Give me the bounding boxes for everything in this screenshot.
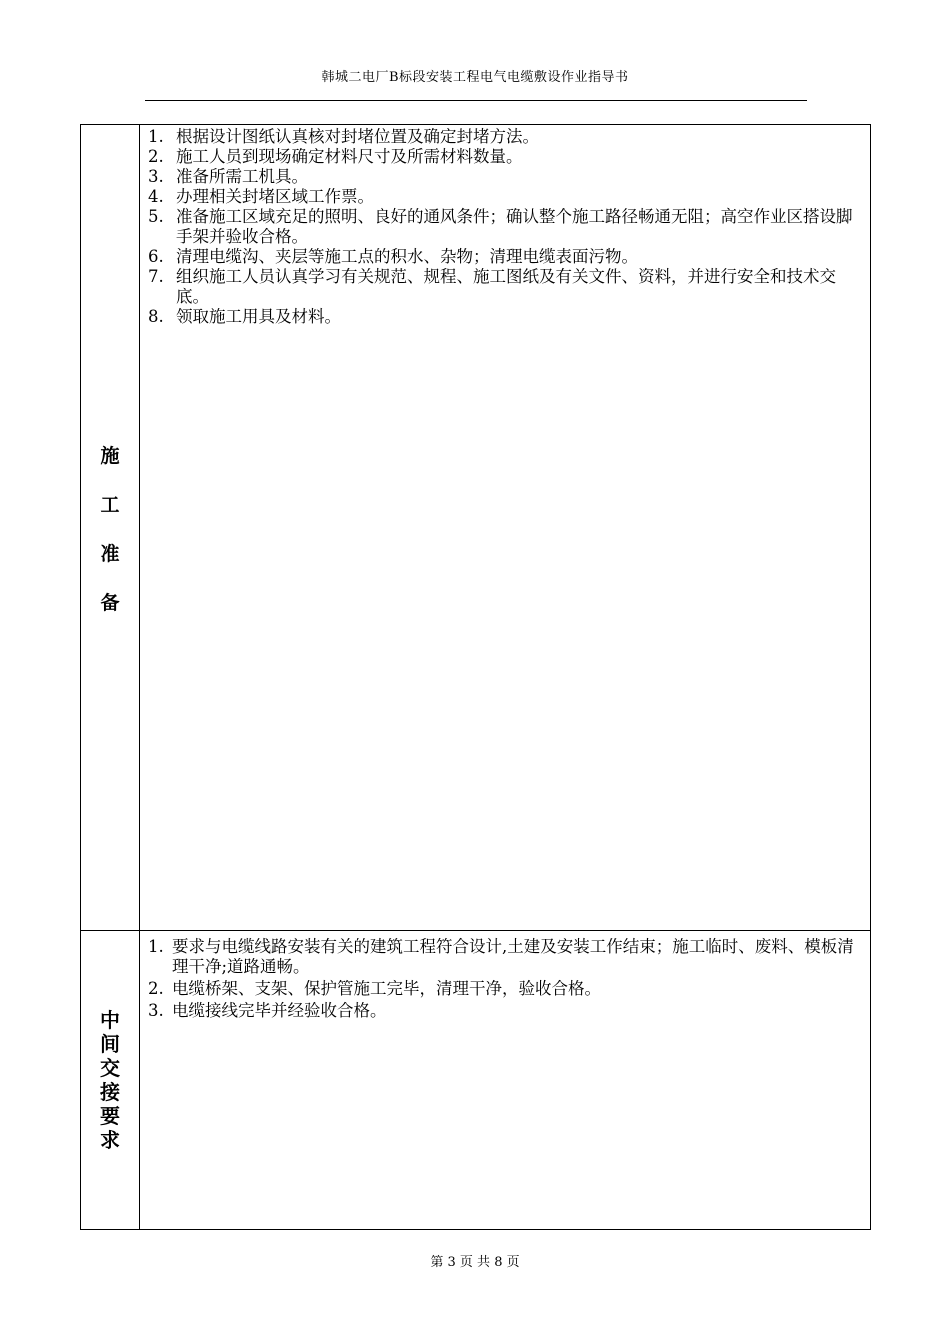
list-item: 6. 清理电缆沟、夹层等施工点的积水、杂物；清理电缆表面污物。	[148, 247, 638, 266]
header-divider	[145, 100, 807, 101]
label-char: 间	[100, 1032, 120, 1056]
section-label-handover-requirements	[81, 1008, 139, 1152]
label-char: 交	[100, 1056, 120, 1080]
list-item: 2. 施工人员到现场确定材料尺寸及所需材料数量。	[148, 147, 523, 166]
construction-prep-list	[140, 127, 870, 327]
list-item: 5. 准备施工区域充足的照明、良好的通风条件；确认整个施工路径畅通无阻；高空作业区搭设脚手架并验收合格。	[148, 207, 853, 246]
section-label-cell	[81, 931, 140, 1230]
label-char: 要	[100, 1104, 120, 1128]
list-item: 7. 组织施工人员认真学习有关规范、规程、施工图纸及有关文件、资料，并进行安全和技术交底。	[148, 267, 836, 306]
table-row-construction-prep	[81, 125, 871, 931]
section-label-construction-prep	[81, 441, 139, 615]
list-item: 8. 领取施工用具及材料。	[148, 307, 341, 326]
list-item: 3. 电缆接线完毕并经验收合格。	[148, 1001, 387, 1020]
section-content-cell	[140, 125, 871, 931]
section-content-cell	[140, 931, 871, 1230]
label-char: 求	[100, 1128, 120, 1152]
label-char: 工	[100, 493, 120, 516]
label-char: 备	[100, 591, 120, 614]
label-char: 施	[100, 444, 120, 467]
list-item: 4. 办理相关封堵区域工作票。	[148, 187, 374, 206]
instruction-table	[80, 124, 871, 1230]
section-label-cell	[81, 125, 140, 931]
page-header-title: 韩城二电厂B标段安装工程电气电缆敷设作业指导书	[321, 70, 629, 85]
list-item: 2. 电缆桥架、支架、保护管施工完毕，清理干净，验收合格。	[148, 979, 601, 998]
list-item: 3. 准备所需工机具。	[148, 167, 308, 186]
list-item: 1. 要求与电缆线路安装有关的建筑工程符合设计,土建及安装工作结束；施工临时、废料、模板清理干净;道路通畅。	[148, 937, 854, 976]
label-char: 准	[100, 542, 120, 565]
handover-requirements-list	[140, 937, 870, 1021]
label-char: 中	[100, 1008, 120, 1032]
list-item: 1. 根据设计图纸认真核对封堵位置及确定封堵方法。	[148, 127, 539, 146]
page-number-footer: 第 3 页 共 8 页	[430, 1255, 520, 1270]
table-row-handover-requirements	[81, 931, 871, 1230]
label-char: 接	[100, 1080, 120, 1104]
